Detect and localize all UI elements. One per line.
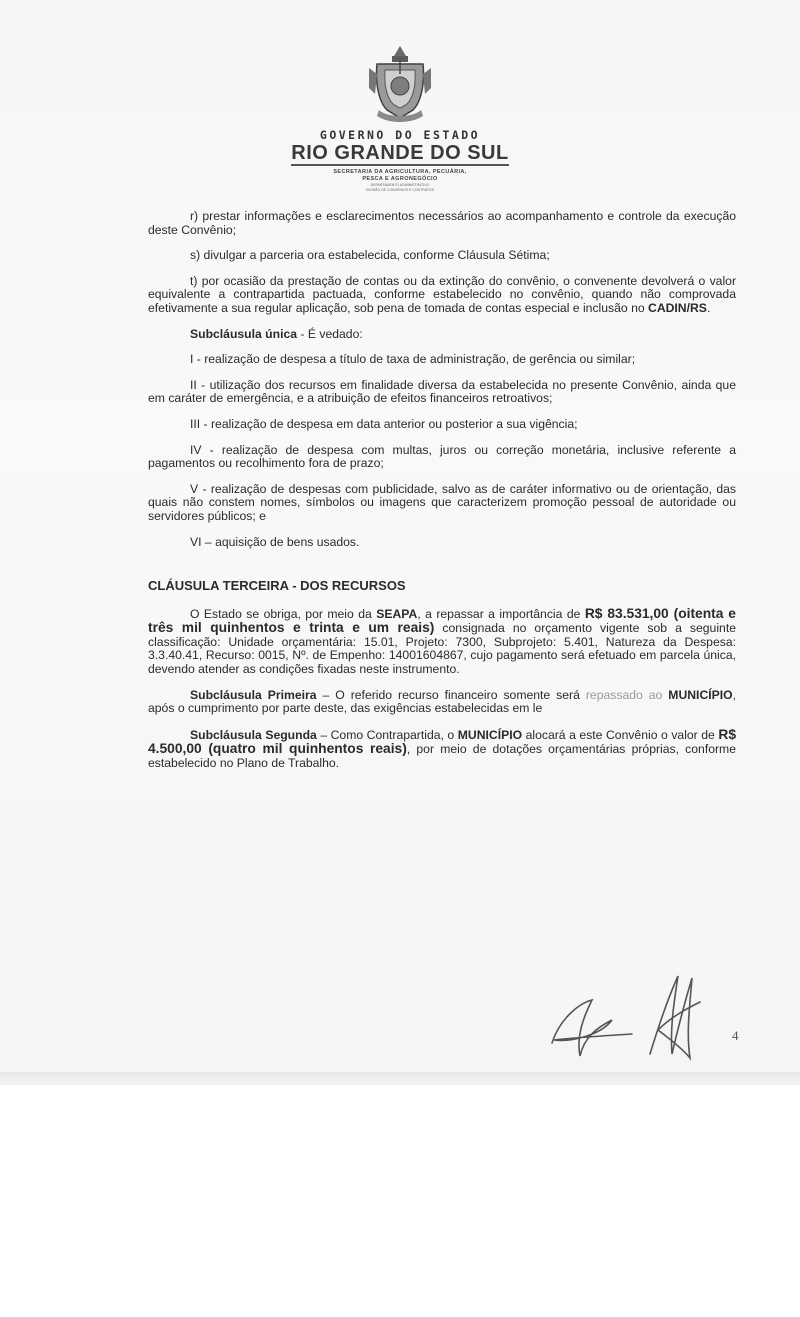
- subclause-unica: [148, 328, 736, 342]
- handwritten-signatures: [540, 958, 720, 1078]
- item-iv: IV - realização de despesa com multas, juros ou correção monetária, inclusive referente a pagamentos ou recolhimento fora de prazo;: [148, 442, 736, 471]
- item-t-text: t) por ocasião da prestação de contas ou da extinção do convênio, o convenente devolverá o valor equivalente a contrapartida pactuada, conforme estabelecido no convênio, quando não comprovada efetivamente a sua regular aplicação, sob pena de tomada de contas especial e inclusão no: [148, 273, 736, 315]
- government-title: GOVERNO DO ESTADO: [319, 128, 481, 142]
- resources-text-1: O Estado se obriga, por meio da: [190, 606, 377, 621]
- subclause-primeira-municipio: MUNICÍPIO: [668, 687, 733, 702]
- subclause-segunda-text-2: alocará a este Convênio o valor de: [522, 727, 719, 742]
- state-coat-of-arms-icon: [365, 44, 435, 126]
- item-t-end: .: [706, 300, 711, 315]
- subclause-primeira-faint: repassado ao: [585, 687, 663, 702]
- subclause-primeira: [148, 689, 736, 716]
- department-line-1: DEPARTAMENTO ADMINISTRATIVO: [370, 183, 430, 187]
- page-number: 4: [732, 1028, 739, 1043]
- subclause-primeira-text-2: , após o cumprimento por parte deste, das exigências estabelecidas em le: [148, 687, 737, 716]
- subclause-unica-label: Subcláusula única: [190, 326, 298, 341]
- subclause-segunda-text-3: , por meio de dotações orçamentárias próprias, conforme estabelecido no Plano de Trabalho.: [148, 742, 736, 771]
- item-s: s) divulgar a parceria ora estabelecida, conforme Cláusula Sétima;: [190, 248, 550, 263]
- resources-seapa: SEAPA: [376, 606, 418, 621]
- secretariat-line-2: PESCA E AGRONEGÓCIO: [362, 176, 438, 182]
- resources-value: R$ 83.531,00 (oitenta e três mil quinhentos e trinta e um reais): [148, 605, 736, 636]
- resources-text-3: consignada no orçamento vigente sob a seguinte classificação: Unidade orçamentária: 15.01, Projeto: 7300, Subprojeto: 5.401, Natureza da Despesa: 3.3.40.41, Recurso: 0015, Nº. de Empenho: 14001604867, cujo pagamento será efetuado em parcela única, devendo atender as condições fixadas neste instrumento.: [148, 621, 736, 677]
- signature-2: [650, 976, 700, 1058]
- item-ii: II - utilização dos recursos em finalidade diversa da estabelecida no presente Convênio, ainda que em caráter de emergência, e a atribuição de efeitos financeiros retroativos;: [148, 377, 736, 406]
- item-r: r) prestar informações e esclarecimentos necessários ao acompanhamento e controle da execução deste Convênio;: [148, 209, 736, 237]
- subclause-segunda-text-1: – Como Contrapartida, o: [316, 727, 458, 742]
- subclause-segunda-label: Subcláusula Segunda: [190, 727, 317, 742]
- subclause-primeira-label: Subcláusula Primeira: [190, 687, 317, 702]
- item-vi: VI – aquisição de bens usados.: [190, 534, 360, 549]
- department-line-2: DIVISÃO DE CONVÊNIOS E CONTRATOS: [366, 188, 434, 192]
- item-t-cadin: CADIN/RS: [648, 300, 707, 315]
- letterhead: [0, 44, 800, 193]
- subclause-unica-text: - É vedado:: [297, 326, 363, 341]
- clause-heading: CLÁUSULA TERCEIRA - DOS RECURSOS: [148, 578, 406, 594]
- resources-paragraph: [148, 607, 736, 677]
- item-i: I - realização de despesa a título de taxa de administração, de gerência ou similar;: [190, 352, 636, 367]
- state-name: RIO GRANDE DO SUL: [291, 142, 509, 164]
- subclause-segunda: [148, 728, 736, 771]
- signature-1: [552, 1000, 632, 1056]
- item-iii: III - realização de despesa em data anterior ou posterior a sua vigência;: [190, 416, 578, 431]
- secretariat-line-1: SECRETARIA DA AGRICULTURA, PECUÁRIA,: [333, 169, 467, 175]
- resources-text-2: , a repassar a importância de: [417, 606, 585, 621]
- subclause-primeira-text-1: – O referido recurso financeiro somente será: [316, 687, 586, 702]
- item-t: [148, 275, 736, 316]
- subclause-segunda-value: R$ 4.500,00 (quatro mil quinhentos reais): [148, 726, 736, 757]
- document-body: [148, 210, 736, 771]
- subclause-segunda-municipio: MUNICÍPIO: [457, 727, 523, 742]
- item-v: V - realização de despesas com publicidade, salvo as de caráter informativo ou de orientação, das quais não constem nomes, símbolos ou imagens que caracterizem promoção pessoal de autoridade ou servidores públicos; e: [148, 481, 736, 523]
